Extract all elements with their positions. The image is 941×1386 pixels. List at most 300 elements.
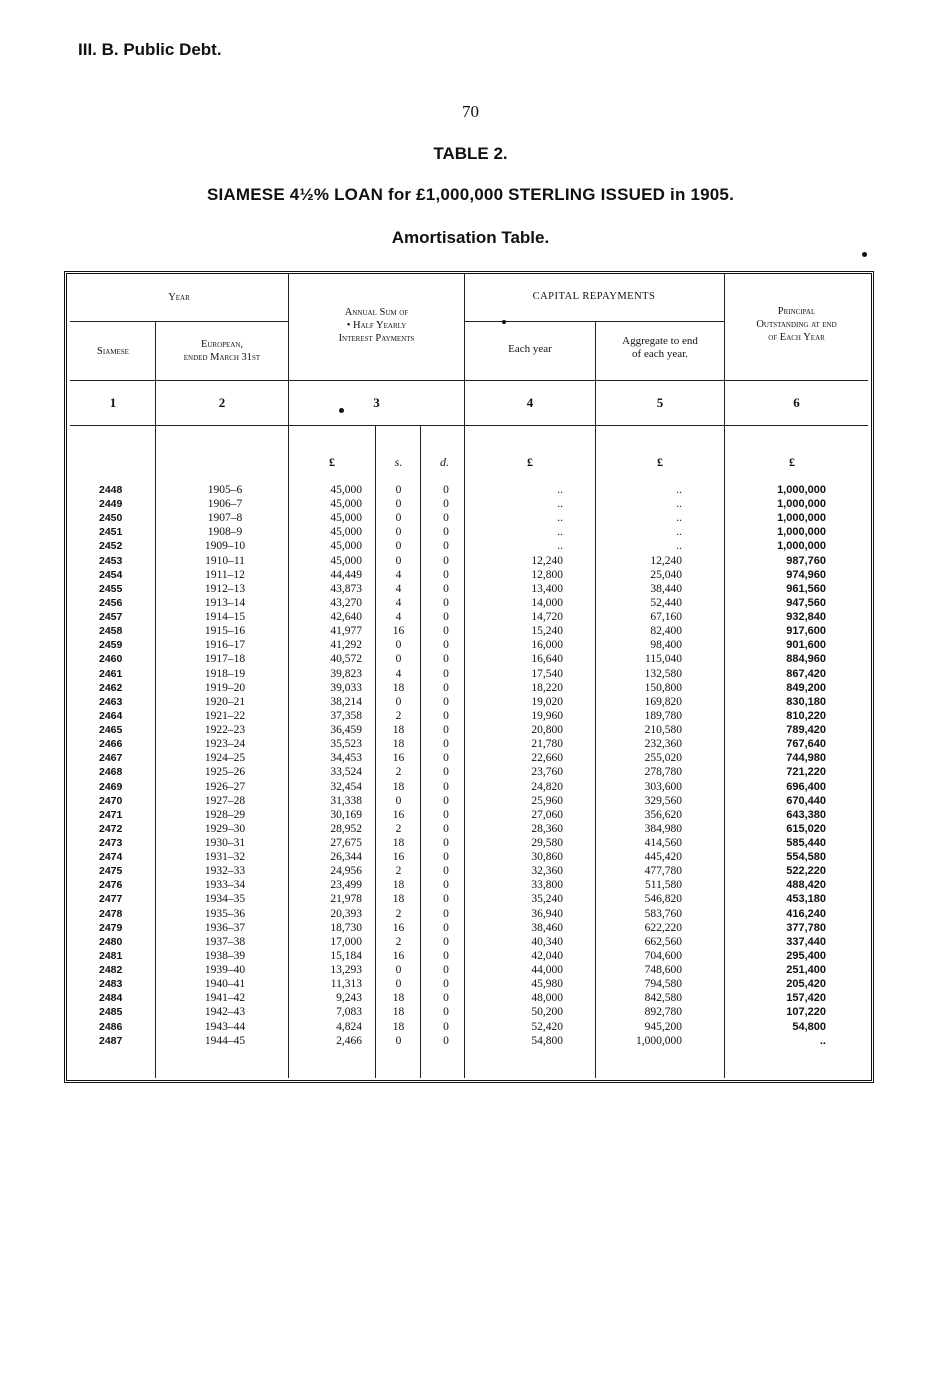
repayment-aggregate-cell: .. (676, 512, 682, 525)
interest-pounds-cell: 43,270 (330, 596, 362, 609)
interest-shillings-cell: 0 (395, 695, 402, 708)
stray-mark (502, 320, 506, 324)
interest-pence-cell: 0 (443, 935, 449, 948)
principal-outstanding-cell: 974,960 (786, 568, 826, 581)
principal-outstanding-cell: 107,220 (786, 1006, 826, 1019)
interest-shillings-cell: 2 (395, 822, 402, 835)
repayment-each-year-cell: 40,340 (531, 935, 563, 948)
rule-header-bottom (70, 380, 868, 381)
principal-outstanding-cell: 884,960 (786, 653, 826, 666)
table-row (0, 780, 941, 794)
principal-outstanding-cell: 1,000,000 (777, 526, 826, 539)
interest-pounds-cell: 45,000 (330, 554, 362, 567)
repayment-aggregate-cell: 67,160 (650, 611, 682, 624)
interest-pounds-cell: 37,358 (330, 709, 362, 722)
european-year-cell: 1908–9 (207, 526, 243, 539)
interest-shillings-cell: 0 (395, 484, 402, 496)
siamese-year-cell: 2483 (99, 978, 123, 991)
principal-line-2: Outstanding at end (756, 319, 837, 330)
interest-pence-cell: 0 (443, 1034, 449, 1047)
repayment-each-year-cell: 38,460 (531, 921, 563, 934)
siamese-year-cell: 2485 (99, 1006, 123, 1019)
interest-pounds-cell: 42,640 (330, 611, 362, 624)
repayment-aggregate-cell: 1,000,000 (636, 1034, 682, 1047)
page-number: 70 (462, 102, 479, 121)
interest-shillings-cell: 18 (392, 992, 405, 1005)
european-year-cell: 1940–41 (204, 978, 246, 991)
interest-pence-cell: 0 (443, 667, 449, 680)
european-year-cell: 1919–20 (204, 681, 246, 694)
siamese-year-cell: 2475 (99, 865, 123, 878)
table-row (0, 681, 941, 695)
european-year-cell: 1936–37 (204, 921, 246, 934)
page-title: SIAMESE 4½% LOAN for £1,000,000 STERLING ISSUED in 1905. (206, 185, 735, 204)
table-row (0, 723, 941, 737)
interest-pounds-cell: 20,393 (330, 907, 362, 920)
interest-pounds-cell: 40,572 (330, 653, 362, 666)
principal-outstanding-cell: 377,780 (786, 921, 826, 934)
repayment-aggregate-cell: .. (676, 484, 682, 496)
interest-pounds-cell: 34,453 (330, 752, 362, 765)
repayment-each-year-cell: 35,240 (531, 893, 563, 906)
interest-pounds-cell: 13,293 (330, 964, 362, 977)
interest-pounds-cell: 41,977 (330, 625, 362, 638)
interest-shillings-cell: 0 (395, 526, 402, 539)
interest-pounds-cell: 35,523 (330, 738, 362, 751)
interest-shillings-cell: 0 (395, 498, 402, 511)
repayment-aggregate-cell: 210,580 (644, 724, 682, 737)
interest-shillings-cell: 4 (395, 582, 402, 595)
rule-numbers-bottom (70, 425, 868, 426)
siamese-year-cell: 2470 (99, 794, 123, 807)
repayment-aggregate-cell: 25,040 (650, 568, 682, 581)
european-year-cell: 1930–31 (204, 837, 246, 849)
interest-pence-cell: 0 (443, 766, 449, 779)
column-number-2: 2 (218, 395, 226, 410)
repayment-aggregate-cell: 622,220 (644, 921, 682, 934)
repayment-each-year-cell: 30,860 (531, 851, 563, 864)
repayment-each-year-cell: 27,060 (531, 808, 563, 821)
annual-sum-header (289, 306, 464, 345)
interest-pence-cell: 0 (443, 865, 449, 878)
european-year-cell: 1911–12 (205, 568, 245, 581)
table-row (0, 737, 941, 751)
european-year-cell: 1927–28 (204, 794, 246, 807)
principal-outstanding-cell: 849,200 (786, 681, 826, 694)
year-header: Year (168, 292, 190, 303)
table-row (0, 554, 941, 568)
principal-outstanding-cell: 917,600 (786, 625, 826, 638)
unit-pounds-aggregate: £ (657, 455, 663, 469)
unit-pounds-each: £ (527, 455, 533, 469)
principal-outstanding-cell: 453,180 (786, 893, 826, 906)
repayment-aggregate-cell: 255,020 (644, 752, 682, 765)
principal-outstanding-cell: 416,240 (786, 907, 826, 920)
european-header (156, 338, 288, 364)
siamese-year-cell: 2455 (99, 582, 123, 595)
siamese-year-cell: 2473 (99, 837, 123, 849)
repayment-each-year-cell: 18,220 (531, 681, 563, 694)
table-row (0, 596, 941, 610)
siamese-year-cell: 2474 (99, 851, 123, 864)
interest-shillings-cell: 16 (392, 949, 405, 962)
european-year-cell: 1929–30 (204, 822, 246, 835)
european-year-cell: 1931–32 (204, 851, 246, 864)
interest-shillings-cell: 2 (395, 935, 402, 948)
interest-pence-cell: 0 (443, 526, 449, 539)
repayment-each-year-cell: 32,360 (531, 865, 563, 878)
principal-outstanding-cell: 932,840 (786, 611, 826, 624)
repayment-aggregate-cell: 583,760 (644, 907, 682, 920)
siamese-year-cell: 2463 (99, 695, 123, 708)
interest-shillings-cell: 2 (395, 907, 402, 920)
table-row (0, 794, 941, 808)
repayment-aggregate-cell: 52,440 (650, 596, 682, 609)
table-row (0, 568, 941, 582)
table-row (0, 709, 941, 723)
interest-shillings-cell: 18 (392, 879, 405, 892)
interest-pence-cell: 0 (443, 709, 449, 722)
repayment-each-year-cell: 14,720 (531, 611, 563, 624)
column-number-4: 4 (526, 395, 534, 410)
principal-outstanding-cell: 615,020 (786, 822, 826, 835)
interest-pounds-cell: 38,214 (330, 695, 362, 708)
repayment-aggregate-cell: 278,780 (644, 766, 682, 779)
table-row (0, 808, 941, 822)
interest-shillings-cell: 4 (395, 611, 402, 624)
principal-outstanding-cell: 744,980 (786, 752, 826, 765)
principal-outstanding-cell: 721,220 (786, 766, 826, 779)
repayment-each-year-cell: 20,800 (531, 724, 563, 737)
repayment-each-year-cell: 12,240 (531, 554, 563, 567)
principal-outstanding-cell: 696,400 (786, 780, 826, 793)
european-year-cell: 1910–11 (205, 554, 245, 567)
interest-shillings-cell: 0 (395, 794, 402, 807)
table-row (0, 892, 941, 906)
interest-pence-cell: 0 (443, 837, 449, 849)
table-row (0, 1005, 941, 1019)
european-year-cell: 1942–43 (204, 1006, 246, 1019)
siamese-year-cell: 2462 (99, 681, 123, 694)
interest-pounds-cell: 44,449 (330, 568, 362, 581)
european-year-cell: 1926–27 (204, 780, 246, 793)
repayment-aggregate-cell: 945,200 (644, 1020, 682, 1033)
european-year-cell: 1915–16 (204, 625, 246, 638)
table-row (0, 921, 941, 935)
principal-outstanding-cell: 987,760 (786, 554, 826, 567)
interest-pounds-cell: 43,873 (330, 582, 362, 595)
repayment-aggregate-cell: .. (676, 526, 682, 539)
siamese-year-cell: 2457 (99, 611, 123, 624)
repayment-each-year-cell: 19,960 (531, 709, 563, 722)
principal-outstanding-cell: 867,420 (786, 667, 826, 680)
principal-outstanding-cell: 1,000,000 (777, 484, 826, 496)
european-year-cell: 1921–22 (204, 709, 246, 722)
interest-pence-cell: 0 (443, 780, 449, 793)
table-row (0, 977, 941, 991)
principal-outstanding-cell: 1,000,000 (777, 512, 826, 525)
table-row (0, 511, 941, 525)
table-row (0, 991, 941, 1005)
interest-pounds-cell: 23,499 (330, 879, 362, 892)
repayment-aggregate-cell: 842,580 (644, 992, 682, 1005)
siamese-year-cell: 2453 (99, 554, 123, 567)
interest-shillings-cell: 0 (395, 639, 402, 652)
repayment-each-year-cell: .. (557, 512, 563, 525)
siamese-year-cell: 2448 (99, 484, 123, 496)
repayment-aggregate-cell: 232,360 (644, 738, 682, 751)
interest-pounds-cell: 2,466 (336, 1034, 362, 1047)
repayment-aggregate-cell: 546,820 (644, 893, 682, 906)
repayment-aggregate-cell: .. (676, 498, 682, 511)
repayment-each-year-cell: 36,940 (531, 907, 563, 920)
interest-pence-cell: 0 (443, 484, 449, 496)
interest-shillings-cell: 0 (395, 978, 402, 991)
european-year-cell: 1923–24 (204, 738, 246, 751)
repayment-aggregate-cell: .. (676, 540, 682, 553)
column-number-3: 3 (373, 395, 380, 410)
interest-shillings-cell: 2 (395, 766, 402, 779)
repayment-aggregate-cell: 303,600 (644, 780, 682, 793)
interest-pence-cell: 0 (443, 695, 449, 708)
interest-pence-cell: 0 (443, 851, 449, 864)
interest-pence-cell: 0 (443, 625, 449, 638)
repayment-aggregate-cell: 82,400 (650, 625, 682, 638)
repayment-each-year-cell: 16,000 (531, 639, 563, 652)
interest-shillings-cell: 2 (395, 709, 402, 722)
european-year-cell: 1924–25 (204, 752, 246, 765)
interest-pounds-cell: 21,978 (330, 893, 362, 906)
repayment-aggregate-cell: 384,980 (644, 822, 682, 835)
siamese-year-cell: 2480 (99, 935, 123, 948)
siamese-year-cell: 2478 (99, 907, 123, 920)
interest-pounds-cell: 36,459 (330, 724, 362, 737)
siamese-year-cell: 2479 (99, 921, 123, 934)
european-year-cell: 1937–38 (204, 935, 246, 948)
repayment-each-year-cell: 16,640 (531, 653, 563, 666)
european-year-cell: 1941–42 (204, 992, 246, 1005)
interest-pence-cell: 0 (443, 794, 449, 807)
principal-outstanding-cell: 789,420 (786, 724, 826, 737)
principal-outstanding-cell: .. (819, 1034, 826, 1047)
european-year-cell: 1944–45 (204, 1034, 246, 1047)
interest-pounds-cell: 45,000 (330, 484, 362, 496)
interest-pence-cell: 0 (443, 949, 449, 962)
principal-outstanding-cell: 488,420 (786, 879, 826, 892)
repayment-each-year-cell: 50,200 (531, 1006, 563, 1019)
interest-shillings-cell: 0 (395, 964, 402, 977)
stray-mark (862, 252, 867, 257)
table-row (0, 638, 941, 652)
interest-shillings-cell: 0 (395, 653, 402, 666)
each-year-header: Each year (508, 343, 552, 355)
interest-pounds-cell: 26,344 (330, 851, 362, 864)
interest-pounds-cell: 45,000 (330, 512, 362, 525)
repayment-aggregate-cell: 414,560 (644, 837, 682, 849)
interest-pence-cell: 0 (443, 681, 449, 694)
european-year-cell: 1916–17 (204, 639, 246, 652)
table-row (0, 624, 941, 638)
interest-pounds-cell: 39,033 (330, 681, 362, 694)
table-row (0, 525, 941, 539)
table-row (0, 667, 941, 681)
interest-pounds-cell: 45,000 (330, 526, 362, 539)
interest-pounds-cell: 11,313 (330, 978, 362, 991)
interest-pounds-cell: 4,824 (336, 1020, 362, 1033)
section-label: III. B. Public Debt. (78, 40, 222, 59)
interest-pence-cell: 0 (443, 752, 449, 765)
repayment-aggregate-cell: 356,620 (644, 808, 682, 821)
repayment-each-year-cell: 29,580 (531, 837, 563, 849)
principal-outstanding-cell: 1,000,000 (777, 498, 826, 511)
repayment-aggregate-cell: 892,780 (644, 1006, 682, 1019)
repayment-aggregate-cell: 150,800 (644, 681, 682, 694)
interest-pence-cell: 0 (443, 808, 449, 821)
principal-outstanding-cell: 157,420 (786, 992, 826, 1005)
siamese-year-cell: 2484 (99, 992, 123, 1005)
interest-shillings-cell: 18 (392, 724, 405, 737)
interest-pence-cell: 0 (443, 1006, 449, 1019)
interest-shillings-cell: 18 (392, 837, 405, 849)
principal-outstanding-cell: 947,560 (786, 596, 826, 609)
table-row (0, 949, 941, 963)
interest-shillings-cell: 0 (395, 540, 402, 553)
table-row (0, 751, 941, 765)
repayment-each-year-cell: .. (557, 540, 563, 553)
table-row (0, 695, 941, 709)
principal-outstanding-cell: 643,380 (786, 808, 826, 821)
european-year-cell: 1938–39 (204, 949, 246, 962)
interest-shillings-cell: 0 (395, 554, 402, 567)
table-row (0, 935, 941, 949)
european-year-cell: 1928–29 (204, 808, 246, 821)
table-row (0, 907, 941, 921)
unit-pence: d. (440, 455, 449, 469)
interest-shillings-cell: 18 (392, 1006, 405, 1019)
interest-pence-cell: 0 (443, 907, 449, 920)
interest-pence-cell: 0 (443, 639, 449, 652)
interest-pence-cell: 0 (443, 596, 449, 609)
repayment-aggregate-cell: 445,420 (644, 851, 682, 864)
repayment-each-year-cell: 52,420 (531, 1020, 563, 1033)
interest-pence-cell: 0 (443, 554, 449, 567)
repayment-each-year-cell: 48,000 (531, 992, 563, 1005)
interest-pounds-cell: 17,000 (330, 935, 362, 948)
aggregate-line-1: Aggregate to end (622, 335, 698, 347)
interest-pounds-cell: 7,083 (336, 1006, 362, 1019)
repayment-aggregate-cell: 662,560 (644, 935, 682, 948)
principal-outstanding-cell: 522,220 (786, 865, 826, 878)
interest-pence-cell: 0 (443, 512, 449, 525)
siamese-year-cell: 2452 (99, 540, 123, 553)
interest-pence-cell: 0 (443, 1020, 449, 1033)
table-row (0, 1034, 941, 1048)
siamese-year-cell: 2471 (99, 808, 123, 821)
principal-outstanding-cell: 205,420 (786, 978, 826, 991)
european-year-cell: 1935–36 (204, 907, 246, 920)
siamese-year-cell: 2464 (99, 709, 123, 722)
interest-pence-cell: 0 (443, 921, 449, 934)
stray-mark (339, 408, 344, 413)
aggregate-line-2: of each year. (632, 348, 688, 360)
interest-pence-cell: 0 (443, 978, 449, 991)
principal-outstanding-cell: 337,440 (786, 935, 826, 948)
aggregate-header (596, 335, 724, 361)
table-row (0, 652, 941, 666)
interest-pounds-cell: 9,243 (336, 992, 362, 1005)
siamese-year-cell: 2458 (99, 625, 123, 638)
interest-pounds-cell: 45,000 (330, 540, 362, 553)
siamese-year-cell: 2487 (99, 1034, 123, 1047)
european-year-cell: 1933–34 (204, 879, 246, 892)
table-row (0, 864, 941, 878)
european-year-cell: 1917–18 (204, 653, 246, 666)
repayment-aggregate-cell: 12,240 (650, 554, 682, 567)
repayment-each-year-cell: 17,540 (531, 667, 563, 680)
siamese-year-cell: 2482 (99, 964, 123, 977)
european-year-cell: 1907–8 (207, 512, 243, 525)
principal-outstanding-cell: 295,400 (786, 949, 826, 962)
repayment-each-year-cell: 25,960 (531, 794, 563, 807)
repayment-each-year-cell: 23,760 (531, 766, 563, 779)
capital-repayments-header: CAPITAL REPAYMENTS (532, 291, 656, 302)
interest-pence-cell: 0 (443, 568, 449, 581)
table-row (0, 539, 941, 553)
siamese-year-cell: 2456 (99, 596, 123, 609)
repayment-each-year-cell: .. (557, 498, 563, 511)
siamese-year-cell: 2451 (99, 526, 123, 539)
table-row (0, 497, 941, 511)
interest-pence-cell: 0 (443, 738, 449, 751)
siamese-year-cell: 2449 (99, 498, 123, 511)
interest-shillings-cell: 0 (395, 512, 402, 525)
european-year-cell: 1912–13 (204, 582, 246, 595)
unit-shillings: s. (394, 455, 403, 469)
interest-shillings-cell: 16 (392, 921, 405, 934)
principal-line-3: of Each Year (768, 332, 825, 343)
interest-shillings-cell: 18 (392, 738, 405, 751)
repayment-each-year-cell: 12,800 (531, 568, 563, 581)
table-row (0, 483, 941, 497)
siamese-year-cell: 2465 (99, 724, 123, 737)
principal-line-1: Principal (777, 306, 816, 317)
unit-pounds-interest: £ (329, 455, 335, 469)
european-year-cell: 1922–23 (204, 724, 246, 737)
repayment-each-year-cell: 21,780 (531, 738, 563, 751)
european-year-cell: 1934–35 (204, 893, 246, 906)
interest-shillings-cell: 16 (392, 808, 405, 821)
repayment-aggregate-cell: 704,600 (644, 949, 682, 962)
interest-pence-cell: 0 (443, 582, 449, 595)
repayment-each-year-cell: 14,000 (531, 596, 563, 609)
annual-sum-line-3: Interest Payments (338, 333, 415, 344)
repayment-each-year-cell: 24,820 (531, 780, 563, 793)
interest-shillings-cell: 2 (395, 865, 402, 878)
annual-sum-line-2-text: Half Yearly (353, 320, 407, 331)
interest-pence-cell: 0 (443, 822, 449, 835)
repayment-aggregate-cell: 748,600 (644, 964, 682, 977)
interest-pence-cell: 0 (443, 992, 449, 1005)
interest-pounds-cell: 30,169 (330, 808, 362, 821)
interest-pounds-cell: 31,338 (330, 794, 362, 807)
siamese-year-cell: 2461 (99, 667, 123, 680)
table-subtitle: Amortisation Table. (391, 228, 550, 247)
repayment-each-year-cell: 22,660 (531, 752, 563, 765)
repayment-each-year-cell: 33,800 (531, 879, 563, 892)
siamese-year-cell: 2476 (99, 879, 123, 892)
repayment-aggregate-cell: 477,780 (644, 865, 682, 878)
european-header-line-1: European, (200, 339, 244, 350)
